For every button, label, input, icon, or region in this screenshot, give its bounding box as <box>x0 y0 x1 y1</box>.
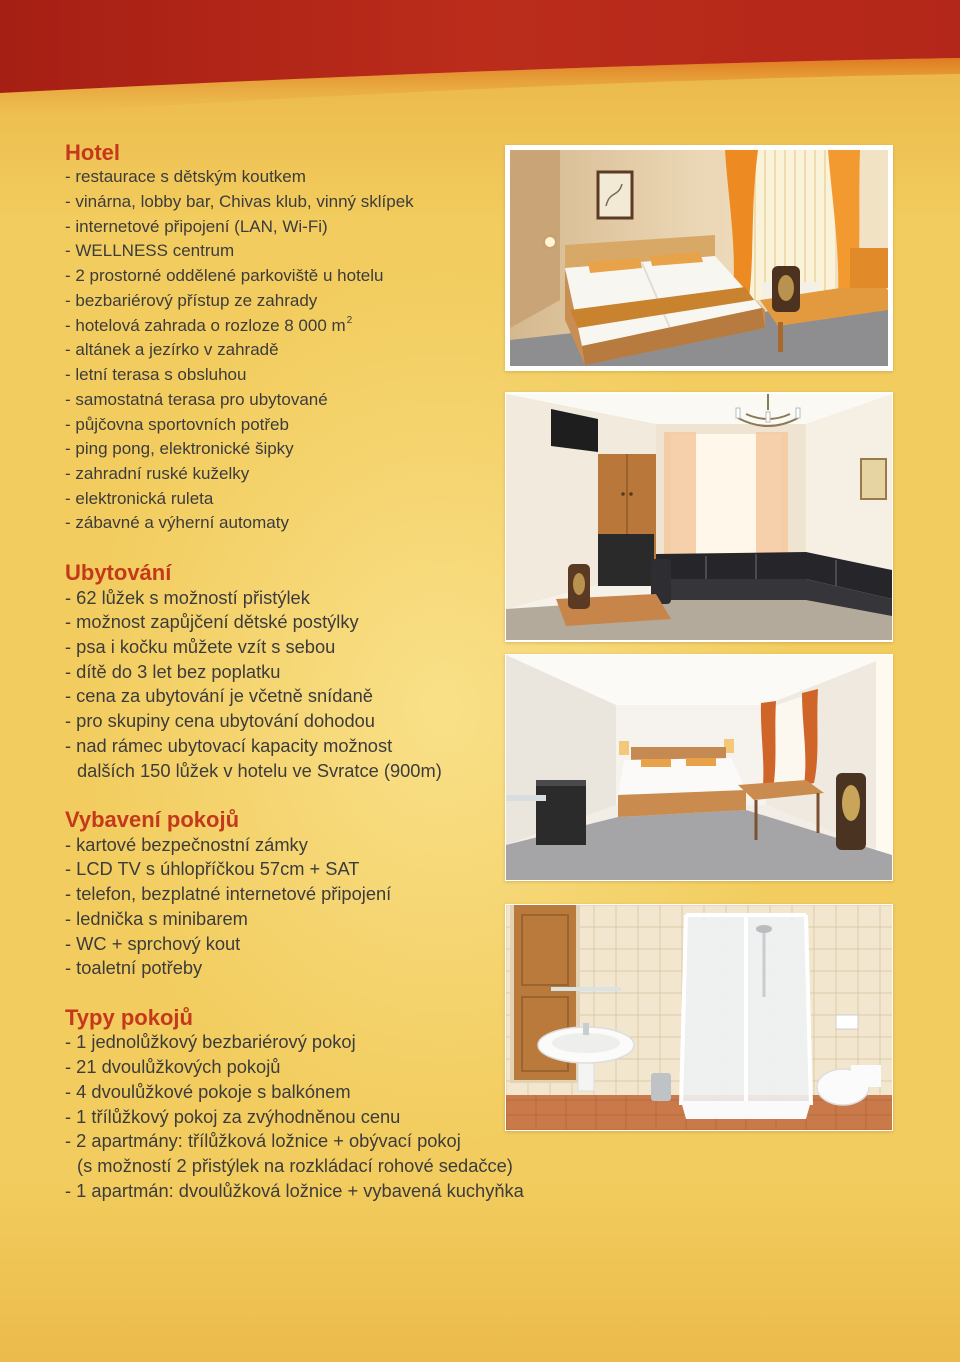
list-item: - vinárna, lobby bar, Chivas klub, vinný sklípek <box>65 192 414 212</box>
flush-plate <box>836 1015 858 1029</box>
list-item: - 62 lůžek s možností přistýlek <box>65 586 310 608</box>
section-heading-hotel: Hotel <box>65 139 120 165</box>
list-item: - 1 jednolůžkový bezbariérový pokoj <box>65 1031 356 1053</box>
list-item: - letní terasa s obsluhou <box>65 365 247 385</box>
list-item: - cena za ubytování je včetně snídaně <box>65 685 373 707</box>
list-item: - 1 třílůžkový pokoj za zvýhodněnou cenu <box>65 1105 401 1127</box>
chair <box>772 266 800 312</box>
section-heading-ubytovani: Ubytování <box>65 559 172 585</box>
bathroom-image <box>506 905 892 1130</box>
top-decorative-band <box>0 0 960 120</box>
list-item: - internetové připojení (LAN, Wi-Fi) <box>65 216 328 236</box>
list-item: - telefon, bezplatné internetové připojení <box>65 883 392 905</box>
list-item-garden-area <box>65 314 505 339</box>
photo-bedroom-with-table <box>505 654 893 881</box>
section-heading-vybaveni-pokoju: Vybavení pokojů <box>65 807 240 832</box>
list-item-continuation: (s možností 2 přistýlek na rozkládací rohové sedačce) <box>77 1155 513 1177</box>
section-heading-typy-pokoju: Typy pokojů <box>65 1004 193 1030</box>
chair <box>836 773 866 850</box>
photo-bedroom-orange-curtains <box>505 145 893 371</box>
list-item: - kartové bezpečnostní zámky <box>65 833 308 855</box>
list-item: - psa i kočku můžete vzít s sebou <box>65 635 336 657</box>
section-hotel <box>65 141 505 537</box>
list-item: - 4 dvoulůžkové pokoje s balkónem <box>65 1080 351 1102</box>
list-item: - zahradní ruské kuželky <box>65 463 250 483</box>
section-typy-pokoju <box>65 1004 524 1204</box>
area-superscript: 2 <box>346 314 353 326</box>
photo-bathroom-shower <box>505 904 893 1131</box>
list-item: - altánek a jezírko v zahradě <box>65 340 279 360</box>
curtain-left <box>664 432 696 564</box>
list-item: - elektronická ruleta <box>65 488 214 508</box>
wall-picture <box>861 459 886 499</box>
waste-bin <box>651 1073 671 1101</box>
bedroom-image <box>506 655 892 880</box>
list-item: - WELLNESS centrum <box>65 241 235 261</box>
shower-cabin <box>681 915 811 1119</box>
pillow <box>641 759 671 767</box>
section-ubytovani <box>65 561 505 783</box>
list-item: - ping pong, elektronické šipky <box>65 439 294 459</box>
living-room-image <box>506 394 892 640</box>
tv-cabinet <box>536 780 586 845</box>
side-table <box>850 248 888 288</box>
list-item: - 2 apartmány: třílůžková ložnice + obývací pokoj <box>65 1130 461 1152</box>
list-item-continuation: dalších 150 lůžek v hotelu ve Svratce (900m) <box>77 759 442 781</box>
window <box>761 689 818 797</box>
shower-tray <box>681 1101 811 1119</box>
shower-head <box>756 925 772 933</box>
curtain-right <box>756 432 788 564</box>
window <box>664 432 788 564</box>
list-item: - restaurace s dětským koutkem <box>65 167 306 187</box>
list-item: - pro skupiny cena ubytování dohodou <box>65 710 375 732</box>
glass-shelf <box>551 987 621 991</box>
list-item: - 2 prostorné oddělené parkoviště u hotelu <box>65 266 384 286</box>
list-item: - nad rámec ubytovací kapacity možnost <box>65 734 393 756</box>
wall-picture <box>598 172 632 218</box>
list-item: - samostatná terasa pro ubytované <box>65 389 328 409</box>
list-item: - dítě do 3 let bez poplatku <box>65 660 281 682</box>
text-column <box>65 139 524 1204</box>
tv-cabinet <box>598 534 654 586</box>
list-item: - lednička s minibarem <box>65 907 248 929</box>
list-item: - 21 dvoulůžkových pokojů <box>65 1056 281 1078</box>
wall-lamp <box>544 236 556 248</box>
list-item-text: - hotelová zahrada o rozloze 8 000 m <box>65 315 346 335</box>
list-item: - LCD TV s úhlopříčkou 57cm + SAT <box>65 858 360 880</box>
list-item: - zábavné a výherní automaty <box>65 513 289 533</box>
list-item: - 1 apartmán: dvoulůžková ložnice + vybavená kuchyňka <box>65 1179 524 1201</box>
list-item: - toaletní potřeby <box>65 957 203 979</box>
glass-table <box>506 795 546 801</box>
section-vybaveni-pokoju <box>65 808 505 981</box>
list-item: - bezbariérový přístup ze zahrady <box>65 290 318 310</box>
photo-living-room-sofa <box>505 392 893 642</box>
bedroom-image <box>510 150 888 366</box>
chair <box>568 564 590 609</box>
list-item: - půjčovna sportovních potřeb <box>65 414 289 434</box>
wall-lamp <box>619 741 629 755</box>
bright-doorway <box>876 655 892 855</box>
pillow <box>686 758 716 766</box>
list-item: - možnost zapůjčení dětské postýlky <box>65 611 359 633</box>
list-item: - WC + sprchový kout <box>65 932 241 954</box>
